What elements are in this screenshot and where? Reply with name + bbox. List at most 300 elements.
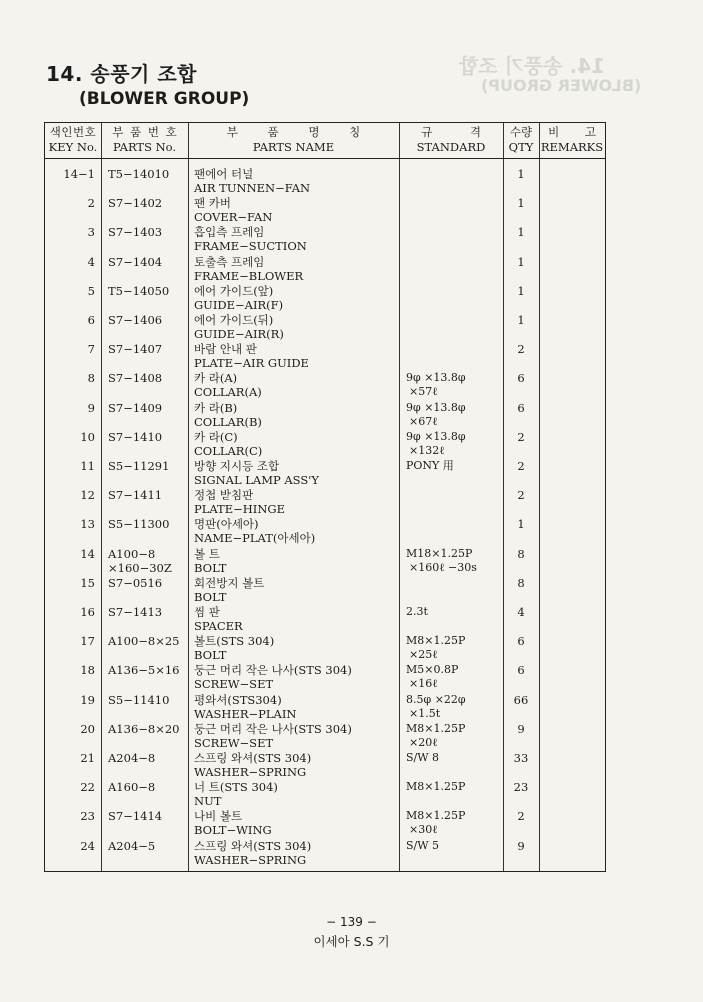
part-number-cell [108,780,155,794]
part-number-cell [108,839,155,853]
qty-cell [503,839,539,853]
part-number-cell-line: A204−8 [108,751,156,765]
title-english: (BLOWER GROUP) [79,89,250,109]
part-number-cell-line: S5−11300 [108,517,170,532]
part-name-cell [194,634,274,662]
standard-cell-line: S/W 8 [406,751,440,764]
qty-cell-line: 2 [517,429,525,444]
part-number-cell [108,809,162,823]
part-name-cell-line: GUIDE−AIR(R) [194,327,284,341]
part-number-cell-line: S7−1411 [108,488,163,503]
qty-cell [503,634,539,648]
key-cell-line: 23 [80,809,95,824]
part-name-cell [194,371,262,399]
part-number-cell-line: A100−8 [108,546,156,561]
qty-cell [503,517,539,531]
key-cell-line: 13 [80,517,95,532]
part-name-cell-line: 둥근 머리 작은 나사(STS 304) [194,721,352,736]
qty-cell-line: 1 [517,196,525,211]
part-name-cell [194,780,278,808]
standard-cell-line: S/W 5 [406,838,440,852]
standard-cell [406,839,439,853]
qty-cell-line: 6 [517,663,525,678]
part-number-cell-line: S7−1408 [108,371,163,386]
qty-cell [503,693,539,707]
table-row [45,751,605,780]
standard-cell-line: M8×1.25P [406,634,466,648]
part-name-cell-line: 스프링 와셔(STS 304) [194,751,312,765]
table-row [45,547,605,576]
key-cell [80,459,95,473]
table-row [45,780,605,809]
qty-cell-line: 9 [517,838,525,853]
page-number: − 139 − [326,915,377,929]
key-cell-line: 20 [80,721,95,736]
key-cell-line: 5 [87,283,95,298]
part-name-cell-line: 볼 트 [194,546,220,561]
table-row [45,430,605,459]
standard-cell [406,809,465,837]
part-number-cell-line: S7−1404 [108,254,163,269]
part-number-cell-line: T5−14050 [108,283,170,298]
key-cell [88,255,95,269]
part-name-cell-line: 정첩 받침판 [194,488,254,503]
part-name-cell-line: 카 라(C) [194,429,238,444]
header-qty-ko: 수량 [509,125,533,139]
qty-cell [503,342,539,356]
part-name-cell-line: NAME−PLAT(아세아) [194,531,316,546]
part-number-cell [108,167,169,181]
part-number-cell [108,459,169,473]
part-name-cell-line: FRAME−SUCTION [194,239,307,254]
part-name-cell [194,430,262,458]
key-cell [88,225,95,239]
key-cell [80,693,95,707]
standard-cell [406,663,458,691]
table-row [45,722,605,751]
key-cell-line: 12 [80,488,95,503]
key-cell [88,371,95,385]
standard-cell [406,459,454,473]
header-divider [45,158,605,159]
table-row [45,313,605,342]
part-name-cell [194,167,310,195]
part-name-cell [194,809,272,837]
part-name-cell-line: SCREW−SET [194,677,274,692]
table-row [45,576,605,605]
part-number-cell [108,634,179,648]
table-row [45,401,605,430]
part-name-cell [194,284,283,312]
table-row [45,342,605,371]
part-name-cell [194,255,303,283]
key-cell [80,634,95,648]
part-name-cell-line: 너 트(STS 304) [194,780,278,795]
part-name-cell-line: GUIDE−AIR(F) [194,297,284,312]
standard-cell-line: M18×1.25P [406,546,473,560]
key-cell [88,284,95,298]
table-row [45,488,605,517]
qty-cell [503,459,539,473]
header-remarks-en: REMARKS [540,140,604,154]
header-parts-name-en: PARTS NAME [252,140,335,154]
standard-cell-line: 9φ ×13.8φ [406,400,466,414]
qty-cell [503,430,539,444]
key-cell [80,605,95,619]
part-name-cell [194,342,309,370]
key-cell [80,547,95,561]
standard-cell-line: PONY 用 [406,459,454,472]
part-name-cell [194,605,243,633]
qty-cell-line: 1 [517,283,525,298]
part-number-cell [108,255,162,269]
manufacturer-footer: 이세아 S.S 기 [313,934,390,949]
key-cell-line: 10 [80,429,95,444]
table-row [45,196,605,225]
key-cell-line: 14−1 [63,167,95,181]
header-standard [399,123,503,158]
qty-cell [503,780,539,794]
part-name-cell [194,488,285,516]
header-qty-en: QTY [508,140,534,154]
key-cell [80,576,95,590]
part-number-cell [108,284,169,298]
key-cell-line: 18 [80,663,95,678]
part-name-cell [194,401,262,429]
header-parts-no-en: PARTS No. [112,140,177,154]
qty-cell-line: 6 [517,371,525,386]
qty-cell [503,401,539,415]
qty-cell-line: 8 [517,546,525,561]
table-row [45,167,605,196]
part-name-cell-line: PLATE−AIR GUIDE [194,356,309,371]
bleed-title-en: (BLOWER GROUP) [480,76,641,95]
part-name-cell-line: BOLT [194,560,227,575]
part-number-cell-line: A160−8 [108,780,156,795]
qty-cell-line: 1 [517,254,525,269]
qty-cell [503,255,539,269]
part-name-cell-line: SCREW−SET [194,735,274,750]
part-name-cell-line: COVER−FAN [194,210,273,225]
qty-cell-line: 6 [517,634,525,649]
standard-cell [406,693,466,721]
part-name-cell-line: AIR TUNNEN−FAN [194,181,311,195]
part-name-cell-line: COLLAR(A) [194,385,262,400]
part-name-cell-line: FRAME−BLOWER [194,268,304,283]
part-name-cell-line: 토출측 프레임 [194,254,265,269]
part-number-cell-line: S7−1406 [108,313,163,327]
standard-cell [406,751,439,765]
standard-cell [406,401,466,429]
part-number-cell [108,605,162,619]
table-row [45,371,605,400]
part-name-cell-line: WASHER−PLAIN [194,706,297,721]
standard-cell [406,371,466,399]
part-number-cell-line: A204−5 [108,838,156,853]
part-name-cell [194,751,311,779]
parts-table [44,122,606,872]
header-remarks [539,123,605,158]
key-cell-line: 4 [87,254,95,269]
qty-cell-line: 2 [517,488,525,503]
key-cell-line: 15 [80,575,95,590]
part-name-cell [194,547,226,575]
qty-cell [503,809,539,823]
part-name-cell-line: 평와셔(STS304) [194,692,282,707]
qty-cell [503,605,539,619]
part-number-cell-line: S7−0516 [108,575,163,590]
qty-cell [503,751,539,765]
qty-cell-line: 2 [517,809,525,824]
qty-cell [503,167,539,181]
key-cell [88,313,95,327]
part-name-cell [194,196,272,224]
qty-cell-line: 2 [517,459,525,473]
key-cell-line: 17 [80,634,95,649]
standard-cell-line: ×132ℓ [409,443,445,457]
qty-cell-line: 66 [513,692,529,707]
part-name-cell [194,576,264,604]
standard-cell [406,722,465,750]
standard-cell-line: 9φ ×13.8φ [406,429,466,443]
bleed-through-title [459,55,641,95]
standard-cell-line: ×16ℓ [409,677,438,691]
part-number-cell-line: S7−1410 [108,429,163,444]
standard-cell-line: ×1.5t [409,706,441,720]
standard-cell-line: M8×1.25P [406,780,466,794]
part-name-cell-line: SPACER [194,619,243,633]
part-number-cell-line: A136−5×16 [108,663,180,678]
header-parts-no [101,123,188,158]
part-number-cell [108,225,162,239]
part-name-cell-line: BOLT [194,648,227,663]
part-number-cell [108,488,162,502]
standard-cell-line: ×20ℓ [409,735,438,749]
part-name-cell-line: PLATE−HINGE [194,502,285,517]
part-number-cell-line: S7−1402 [108,196,163,211]
key-cell-line: 7 [87,342,95,357]
part-name-cell-line: 카 라(B) [194,400,238,415]
qty-cell [503,371,539,385]
part-number-cell [108,196,162,210]
part-number-cell [108,751,155,765]
qty-cell-line: 2 [517,342,525,357]
key-cell-line: 11 [80,459,95,473]
standard-cell-line: 9φ ×13.8φ [406,371,466,385]
part-number-cell-line: ×160−30Z [108,560,172,575]
header-key-ko: 색인번호 [49,125,97,139]
table-row [45,225,605,254]
part-name-cell [194,225,307,253]
part-number-cell [108,342,162,356]
part-number-cell-line: S7−1409 [108,400,163,415]
qty-cell [503,488,539,502]
part-name-cell-line: 스프링 와셔(STS 304) [194,838,312,853]
standard-cell-line: ×30ℓ [409,823,438,837]
qty-cell-line: 9 [517,721,525,736]
part-name-cell-line: COLLAR(B) [194,414,262,429]
part-name-cell-line: 카 라(A) [194,371,238,386]
part-number-cell [108,547,172,575]
qty-cell-line: 23 [513,780,529,795]
key-cell [80,430,95,444]
part-name-cell [194,663,352,691]
qty-cell [503,196,539,210]
key-cell [80,722,95,736]
qty-cell-line: 1 [517,517,525,532]
part-number-cell-line: S5−11291 [108,459,170,473]
table-row [45,634,605,663]
table-row [45,255,605,284]
key-cell [80,488,95,502]
header-standard-ko: 규 격 [421,125,481,139]
header-parts-no-ko: 부 품 번 호 [112,125,177,139]
qty-cell-line: 33 [513,751,529,765]
part-name-cell-line: BOLT−WING [194,823,272,838]
part-number-cell [108,430,162,444]
part-number-cell-line: A100−8×25 [108,634,180,649]
part-number-cell-line: T5−14010 [108,167,170,181]
key-cell-line: 16 [80,605,95,619]
key-cell [80,751,95,765]
part-number-cell [108,401,162,415]
key-cell-line: 19 [80,692,95,707]
key-cell [88,342,95,356]
part-name-cell-line: 에어 가이드(뒤) [194,313,274,327]
qty-cell-line: 1 [517,167,525,181]
qty-cell-line: 6 [517,400,525,415]
qty-cell [503,313,539,327]
qty-cell [503,722,539,736]
header-standard-en: STANDARD [416,140,486,154]
table-row [45,284,605,313]
table-row [45,839,605,868]
table-row [45,517,605,546]
part-name-cell-line: 회전방지 볼트 [194,575,265,590]
key-cell-line: 3 [87,225,95,240]
part-number-cell [108,722,179,736]
standard-cell-line: M5×0.8P [406,663,459,677]
standard-cell [406,634,465,662]
key-cell-line: 14 [80,546,95,561]
table-row [45,663,605,692]
part-name-cell-line: WASHER−SPRING [194,852,307,867]
part-number-cell-line: S7−1403 [108,225,163,240]
qty-cell [503,663,539,677]
part-name-cell [194,313,284,341]
standard-cell [406,780,465,794]
part-name-cell [194,839,311,867]
part-name-cell-line: 명판(아세아) [194,517,259,532]
standard-cell [406,547,477,575]
part-number-cell-line: S7−1407 [108,342,163,357]
part-name-cell-line: 볼트(STS 304) [194,634,275,649]
bleed-title-ko: 14. 송풍기 조합 [458,54,605,78]
table-row [45,459,605,488]
standard-cell [406,605,428,619]
key-cell-line: 2 [87,196,95,211]
part-name-cell-line: 씸 판 [194,605,220,619]
part-number-cell [108,663,179,677]
standard-cell [406,430,466,458]
part-name-cell-line: 둥근 머리 작은 나사(STS 304) [194,663,352,678]
qty-cell-line: 4 [517,605,525,619]
qty-cell [503,576,539,590]
header-parts-name [188,123,399,158]
standard-cell-line: 2.3t [406,605,428,618]
part-name-cell-line: 나비 볼트 [194,809,243,824]
standard-cell-line: ×160ℓ −30s [409,560,477,574]
page-title [46,58,249,109]
standard-cell-line: ×25ℓ [409,648,438,662]
key-cell-line: 9 [87,400,95,415]
part-number-cell-line: S7−1414 [108,809,163,824]
key-cell-line: 24 [80,838,95,853]
header-qty [503,123,539,158]
part-number-cell [108,313,162,327]
header-remarks-ko: 비 고 [548,125,596,139]
table-row [45,809,605,838]
qty-cell-line: 8 [517,575,525,590]
qty-cell-line: 1 [517,313,525,327]
part-number-cell [108,517,169,531]
part-name-cell-line: 에어 가이드(앞) [194,283,274,298]
part-name-cell-line: 흡입측 프레임 [194,225,265,240]
key-cell-line: 6 [87,313,95,327]
key-cell-line: 22 [80,780,95,795]
part-number-cell-line: S5−11410 [108,692,170,707]
standard-cell-line: 8.5φ ×22φ [406,692,466,706]
part-name-cell-line: COLLAR(C) [194,443,263,458]
qty-cell [503,547,539,561]
part-number-cell-line: S7−1413 [108,605,163,619]
qty-cell [503,284,539,298]
qty-cell-line: 1 [517,225,525,240]
standard-cell-line: M8×1.25P [406,721,466,735]
part-name-cell-line: BOLT [194,589,227,604]
part-name-cell-line: NUT [194,794,222,809]
part-number-cell [108,693,169,707]
key-cell [80,839,95,853]
part-number-cell-line: A136−8×20 [108,721,180,736]
title-korean: 14. 송풍기 조합 [46,62,197,86]
part-name-cell [194,722,352,750]
header-key-en: KEY No. [48,140,98,154]
key-cell [80,663,95,677]
key-cell [80,780,95,794]
part-name-cell-line: SIGNAL LAMP ASS'Y [194,473,319,487]
standard-cell-line: M8×1.25P [406,809,466,823]
table-row [45,605,605,634]
key-cell-line: 21 [80,751,95,765]
part-number-cell [108,371,162,385]
part-name-cell-line: 바람 안내 판 [194,342,257,357]
key-cell [80,517,95,531]
table-row [45,693,605,722]
header-parts-name-ko: 부 품 명 칭 [226,125,361,139]
key-cell [63,167,95,181]
key-cell [88,196,95,210]
part-name-cell [194,693,296,721]
key-cell [88,401,95,415]
key-cell [80,809,95,823]
part-name-cell-line: 팬 카버 [194,196,231,211]
key-cell-line: 8 [87,371,95,386]
part-name-cell-line: WASHER−SPRING [194,765,307,779]
part-name-cell [194,459,319,487]
part-name-cell [194,517,315,545]
part-name-cell-line: 방향 지시등 조합 [194,459,280,473]
